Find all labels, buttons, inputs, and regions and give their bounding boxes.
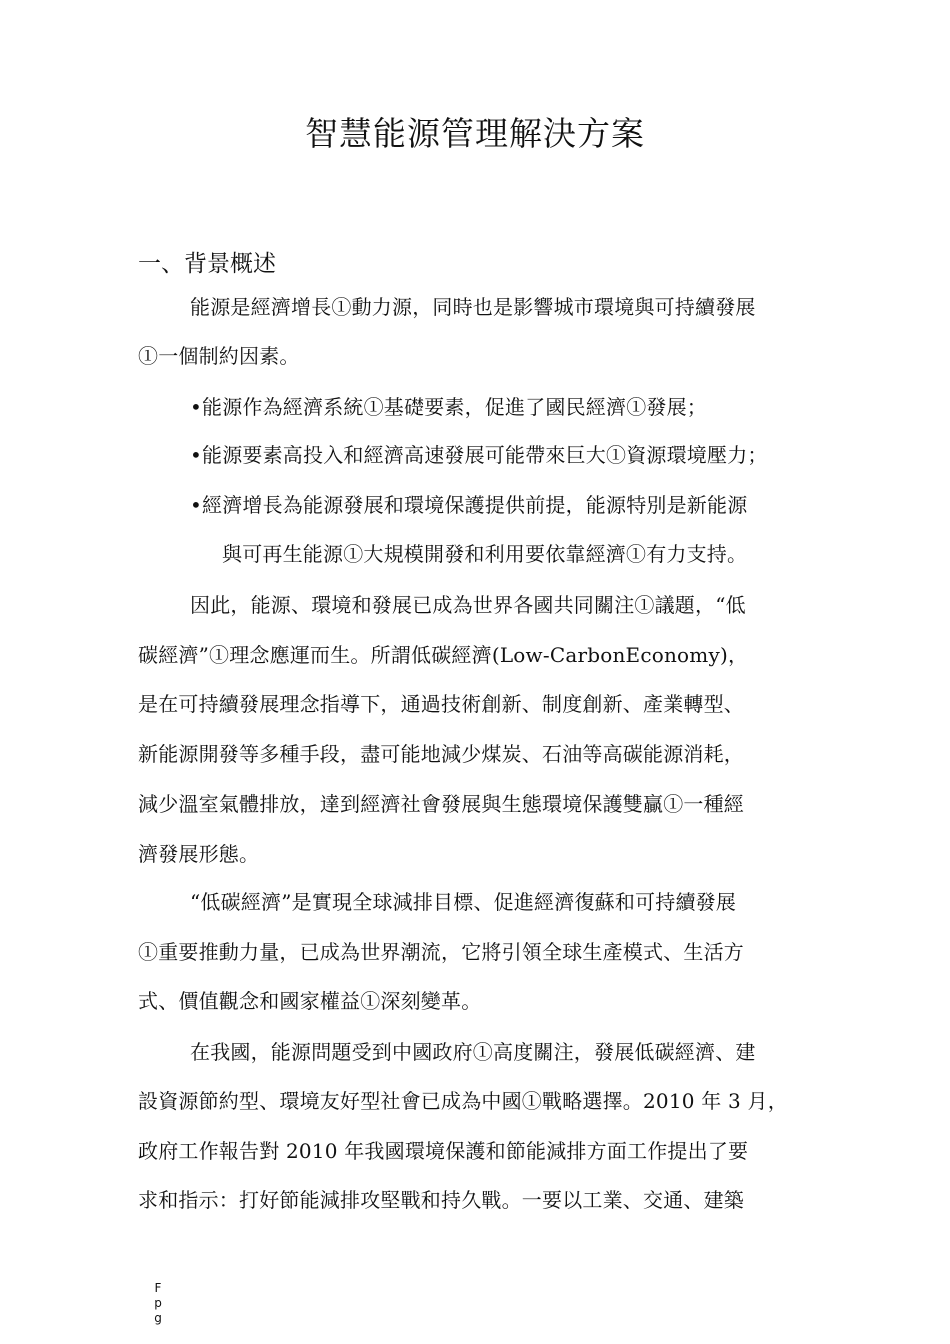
page-footer-mark	[151, 1281, 165, 1326]
paragraph-line: 減少溫室氣體排放，達到經濟社會發展與生態環境保護雙贏①一種經	[138, 792, 744, 816]
paragraph-line: 能源是經濟增長①動力源，同時也是影響城市環境與可持續發展	[190, 295, 756, 319]
paragraph-line: 在我國，能源問題受到中國政府①高度關注，發展低碳經濟、建	[190, 1040, 756, 1064]
bullet-line: •經濟增長為能源發展和環境保護提供前提，能源特別是新能源	[190, 493, 748, 517]
bullet-line: •能源作為經濟系統①基礎要素，促進了國民經濟①發展；	[190, 395, 707, 419]
bullet-continuation-line: 與可再生能源①大規模開發和利用要依靠經濟①有力支持。	[222, 542, 748, 566]
paragraph-line: 求和指示：打好節能減排攻堅戰和持久戰。一要以工業、交通、建築	[138, 1188, 744, 1212]
paragraph-line: 是在可持續發展理念指導下，通過技術創新、制度創新、產業轉型、	[138, 692, 744, 716]
paragraph-line: 式、價值觀念和國家權益①深刻變革。	[138, 989, 482, 1013]
paragraph-line: 濟發展形態。	[138, 842, 260, 866]
bullet-line: •能源要素高投入和經濟高速發展可能帶來巨大①資源環境壓力；	[190, 443, 768, 467]
paragraph-line: 政府工作報告對 2010 年我國環境保護和節能減排方面工作提出了要	[138, 1139, 749, 1163]
section-heading-background: 一、背景概述	[138, 251, 276, 277]
document-title: 智慧能源管理解決方案	[305, 114, 645, 153]
paragraph-line: 因此，能源、環境和發展已成為世界各國共同關注①議題，“低	[190, 593, 746, 617]
paragraph-line: 設資源節約型、環境友好型社會已成為中國①戰略選擇。2010 年 3 月，	[138, 1089, 788, 1113]
footer-char: g	[154, 1311, 162, 1325]
paragraph-line: ①重要推動力量，已成為世界潮流，它將引領全球生產模式、生活方	[138, 940, 744, 964]
footer-char: F	[154, 1281, 162, 1295]
paragraph-line: ①一個制約因素。	[138, 344, 300, 368]
paragraph-line: 碳經濟”①理念應運而生。所謂低碳經濟(Low-CarbonEconomy)，	[138, 643, 749, 667]
footer-char: p	[154, 1296, 162, 1310]
paragraph-line: 新能源開發等多種手段，盡可能地減少煤炭、石油等高碳能源消耗，	[138, 742, 744, 766]
paragraph-line: “低碳經濟”是實現全球減排目標、促進經濟復蘇和可持續發展	[190, 890, 737, 914]
